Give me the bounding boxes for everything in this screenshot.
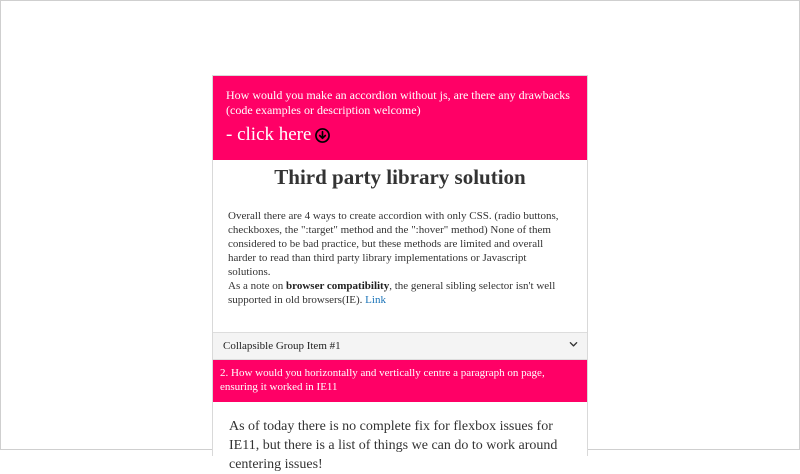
collapsible-label: Collapsible Group Item #1: [223, 340, 341, 352]
question-1-header: [213, 76, 587, 160]
question-2-text: 2. How would you horizontally and vertically centre a paragraph on page, ensuring it worked in IE11: [220, 367, 545, 393]
compatibility-link[interactable]: Link: [365, 294, 386, 306]
answer-2-text: As of today there is no complete fix for flexbox issues for IE11, but there is a list of things we can do to work around centering issues!: [229, 419, 558, 472]
click-here-label: - click here: [226, 124, 312, 145]
question-1-text: How would you make an accordion without js, are there any drawbacks (code examples or description welcome): [226, 88, 570, 117]
answer-1-paragraph: Overall there are 4 ways to create accordion with only CSS. (radio buttons, checkboxes, the ":target" method and the ":hover" method) None of them considered to be bad practice, but these methods are limited and overall harder to read than third party library implementations or Javascript solutions.: [228, 210, 559, 278]
answer-1: [213, 209, 587, 307]
chevron-down-icon: [569, 340, 578, 352]
question-2-header[interactable]: [213, 360, 587, 402]
collapsible-group-item-1[interactable]: [213, 332, 587, 360]
note-suffix: , the general sibling selector isn't well supported in old browsers(IE).: [228, 280, 556, 306]
answer-2: [213, 402, 587, 474]
note-prefix: As a note on: [228, 280, 287, 292]
arrow-circle-down-icon: [315, 128, 330, 143]
note-bold: browser compatibility: [286, 280, 390, 292]
faq-card: [212, 75, 588, 472]
click-here-toggle[interactable]: [226, 124, 574, 146]
section-title: Third party library solution: [274, 165, 526, 189]
